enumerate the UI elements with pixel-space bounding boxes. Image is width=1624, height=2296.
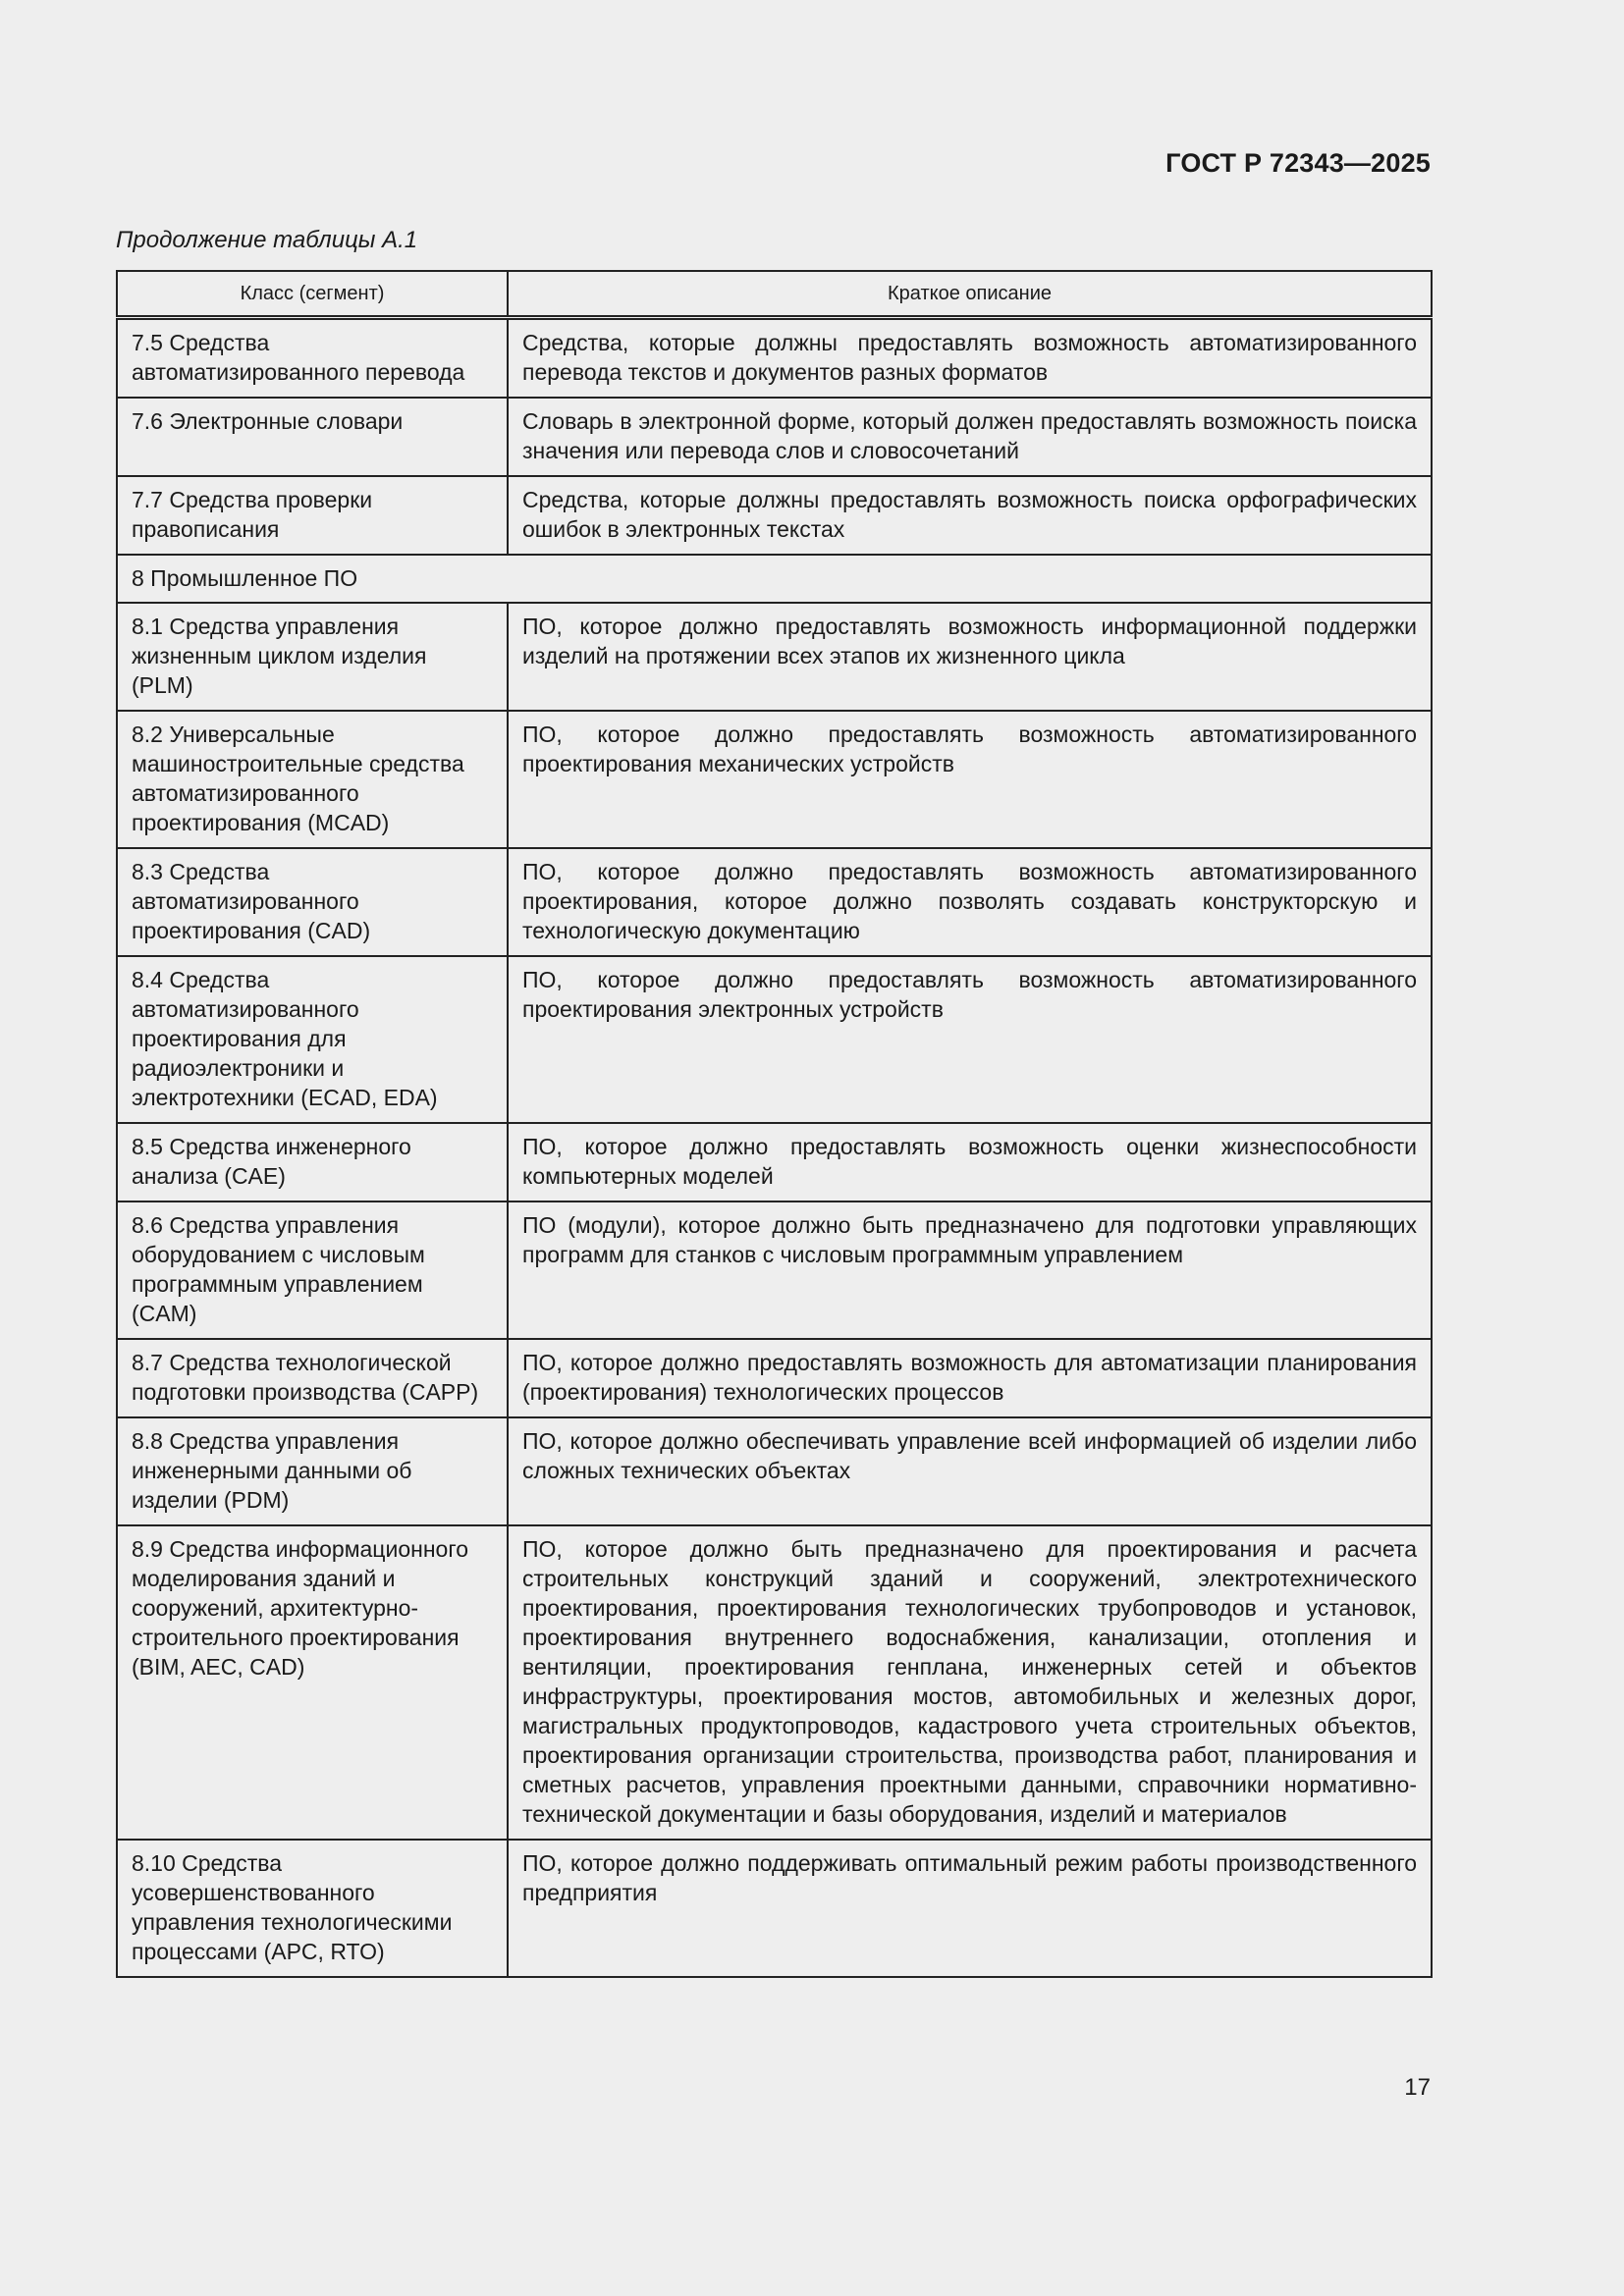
- description-cell: ПО, которое должно предоставлять возможность автоматизированного проектирования механических устройств: [508, 711, 1432, 848]
- description-cell: ПО, которое должно поддерживать оптимальный режим работы производственного предприятия: [508, 1840, 1432, 1977]
- description-cell: Средства, которые должны предоставлять возможность поиска орфографических ошибок в электронных текстах: [508, 476, 1432, 555]
- table-body: [117, 318, 1432, 1978]
- class-cell: 7.6 Электронные словари: [117, 398, 508, 476]
- description-cell: ПО (модули), которое должно быть предназначено для подготовки управляющих программ для станков с числовым программным управлением: [508, 1201, 1432, 1339]
- page-number: 17: [1404, 2074, 1431, 2101]
- class-cell: 8.7 Средства технологической подготовки производства (CAPP): [117, 1339, 508, 1417]
- description-cell: ПО, которое должно обеспечивать управление всей информацией об изделии либо сложных технических объектах: [508, 1417, 1432, 1525]
- table-row: [117, 398, 1432, 476]
- table-row: [117, 1123, 1432, 1201]
- table-row: [117, 1417, 1432, 1525]
- table-section-row: [117, 555, 1432, 603]
- description-cell: ПО, которое должно предоставлять возможность автоматизированного проектирования, которое должно позволять создавать конструкторскую и технологическую документацию: [508, 848, 1432, 956]
- table-row: [117, 956, 1432, 1123]
- column-header-class: Класс (сегмент): [117, 271, 508, 318]
- class-cell: 8.9 Средства информационного моделирования зданий и сооружений, архитектурно-строительного проектирования (BIM, AEC, CAD): [117, 1525, 508, 1840]
- table-row: [117, 1525, 1432, 1840]
- class-cell: 8.2 Универсальные машиностроительные средства автоматизированного проектирования (MCAD): [117, 711, 508, 848]
- section-title: 8 Промышленное ПО: [117, 555, 1432, 603]
- table-row: [117, 318, 1432, 399]
- table-row: [117, 711, 1432, 848]
- class-cell: 7.5 Средства автоматизированного перевода: [117, 318, 508, 399]
- column-header-description: Краткое описание: [508, 271, 1432, 318]
- table-row: [117, 1201, 1432, 1339]
- description-cell: ПО, которое должно быть предназначено для проектирования и расчета строительных конструкций зданий и сооружений, электротехнического проектирования, проектирования технологических трубопроводов и установок, проектирования внутреннего водоснабжения, канализации, отопления и вентиляции, проектирования генплана, инженерных сетей и объектов инфраструктуры, проектирования мостов, автомобильных и железных дорог, магистральных продуктопроводов, кадастрового учета строительных объектов, проектирования организации строительства, производства работ, планирования и сметных расчетов, управления проектными данными, справочники нормативно-технической документации и базы оборудования, изделий и материалов: [508, 1525, 1432, 1840]
- table-header-row: [117, 271, 1432, 318]
- class-cell: 8.10 Средства усовершенствованного управления технологическими процессами (APC, RTO): [117, 1840, 508, 1977]
- description-cell: ПО, которое должно предоставлять возможность автоматизированного проектирования электронных устройств: [508, 956, 1432, 1123]
- classification-table: [116, 270, 1433, 1978]
- description-cell: ПО, которое должно предоставлять возможность информационной поддержки изделий на протяжении всех этапов их жизненного цикла: [508, 603, 1432, 711]
- description-cell: Словарь в электронной форме, который должен предоставлять возможность поиска значения или перевода слов и словосочетаний: [508, 398, 1432, 476]
- class-cell: 8.4 Средства автоматизированного проектирования для радиоэлектроники и электротехники (ECAD, EDA): [117, 956, 508, 1123]
- table-row: [117, 848, 1432, 956]
- table-row: [117, 1840, 1432, 1977]
- table-row: [117, 1339, 1432, 1417]
- class-cell: 8.3 Средства автоматизированного проектирования (CAD): [117, 848, 508, 956]
- document-id: ГОСТ Р 72343—2025: [1165, 148, 1431, 178]
- description-cell: ПО, которое должно предоставлять возможность для автоматизации планирования (проектирования) технологических процессов: [508, 1339, 1432, 1417]
- class-cell: 8.8 Средства управления инженерными данными об изделии (PDM): [117, 1417, 508, 1525]
- table-row: [117, 476, 1432, 555]
- class-cell: 8.1 Средства управления жизненным циклом изделия (PLM): [117, 603, 508, 711]
- description-cell: ПО, которое должно предоставлять возможность оценки жизнеспособности компьютерных моделей: [508, 1123, 1432, 1201]
- class-cell: 8.6 Средства управления оборудованием с числовым программным управлением (CAM): [117, 1201, 508, 1339]
- table-caption: Продолжение таблицы А.1: [116, 227, 418, 253]
- class-cell: 7.7 Средства проверки правописания: [117, 476, 508, 555]
- class-cell: 8.5 Средства инженерного анализа (CAE): [117, 1123, 508, 1201]
- description-cell: Средства, которые должны предоставлять возможность автоматизированного перевода текстов и документов разных форматов: [508, 318, 1432, 399]
- classification-table-wrapper: [116, 270, 1431, 1978]
- table-row: [117, 603, 1432, 711]
